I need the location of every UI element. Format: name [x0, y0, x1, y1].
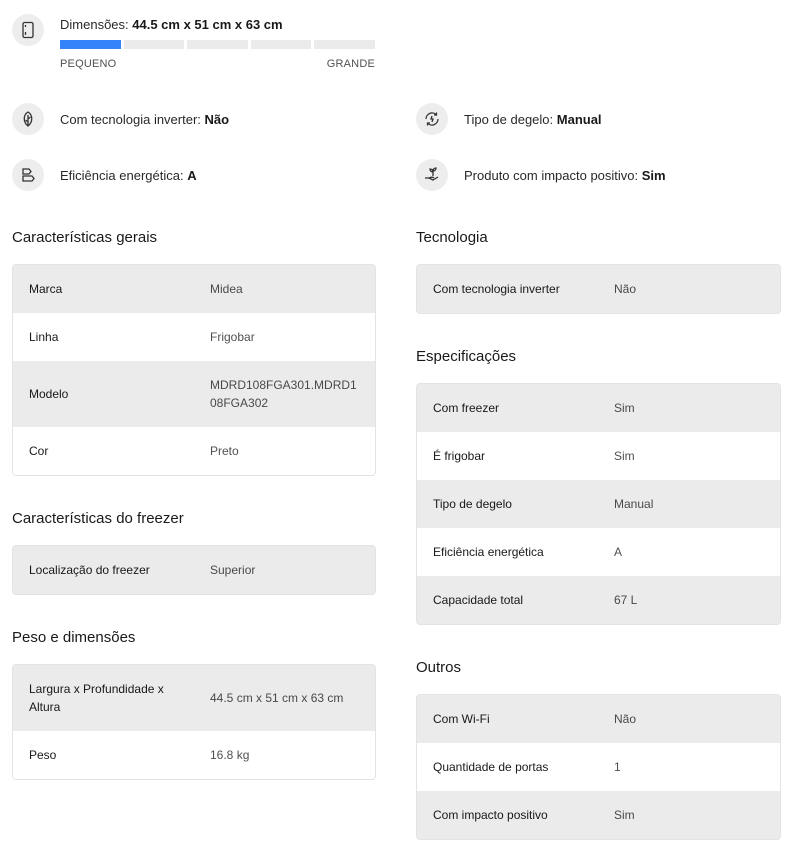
highlight-value: 44.5 cm x 51 cm x 63 cm	[132, 17, 283, 32]
row-key: Eficiência energética	[433, 545, 544, 559]
table-row	[13, 265, 375, 313]
highlight-value: A	[187, 167, 197, 183]
table-row	[417, 432, 780, 480]
efficiency-highlight	[12, 159, 197, 191]
row-value: Não	[614, 282, 637, 296]
row-value: Frigobar	[210, 330, 255, 344]
size-scale-segment	[251, 40, 312, 49]
row-value: Superior	[210, 563, 256, 577]
table-row	[417, 791, 780, 839]
size-scale-segment	[187, 40, 248, 49]
section-title-general: Características gerais	[12, 229, 158, 246]
dimensions-text	[60, 17, 283, 32]
section-title-technology: Tecnologia	[416, 229, 488, 246]
table-row	[13, 731, 375, 779]
row-key: Marca	[29, 282, 63, 296]
size-scale-segment	[314, 40, 375, 49]
leaf-icon	[12, 103, 44, 135]
table-specs	[416, 383, 781, 625]
row-value: 44.5 cm x 51 cm x 63 cm	[210, 691, 344, 705]
row-value: Manual	[614, 497, 654, 511]
highlight-label: Com tecnologia inverter:	[60, 111, 205, 127]
highlight-label: Tipo de degelo:	[464, 111, 557, 127]
section-title-weight: Peso e dimensões	[12, 629, 136, 646]
row-value: 1	[614, 760, 621, 774]
row-key: Tipo de degelo	[433, 497, 512, 511]
row-key: Linha	[29, 330, 59, 344]
section-title-others: Outros	[416, 659, 462, 676]
highlight-value: Não	[204, 111, 230, 127]
table-row	[13, 361, 375, 427]
row-value: Sim	[614, 401, 635, 415]
highlight-label: Dimensões:	[60, 17, 133, 32]
row-value: Sim	[614, 808, 635, 822]
table-row	[417, 480, 780, 528]
table-row	[417, 743, 780, 791]
table-row	[13, 546, 375, 594]
hand-plant-icon	[416, 159, 448, 191]
row-value: Sim	[614, 449, 635, 463]
row-value: A	[614, 545, 623, 559]
size-scale-bar	[60, 40, 375, 49]
inverter-highlight	[12, 103, 229, 135]
highlight-label: Produto com impacto positivo:	[464, 167, 642, 183]
row-key: Quantidade de portas	[433, 760, 549, 774]
table-others	[416, 694, 781, 840]
size-scale-labels	[60, 58, 375, 70]
row-key: É frigobar	[433, 449, 486, 463]
row-key: Largura x Profundidade x Altura	[29, 682, 164, 714]
highlight-value: Sim	[641, 167, 666, 183]
size-scale-segment	[60, 40, 121, 49]
table-weight	[12, 664, 376, 780]
size-scale-min-label: PEQUENO	[60, 58, 117, 70]
defrost-icon	[416, 103, 448, 135]
row-key: Cor	[29, 444, 49, 458]
highlight-value: Manual	[556, 111, 602, 127]
table-row	[417, 265, 780, 313]
row-value: MDRD108FGA301.MDRD108FGA302	[210, 378, 357, 410]
row-key: Peso	[29, 748, 57, 762]
row-key: Com Wi-Fi	[433, 712, 490, 726]
table-row	[13, 665, 375, 731]
fridge-icon	[12, 14, 44, 46]
table-row	[417, 384, 780, 432]
row-value: 16.8 kg	[210, 748, 250, 762]
row-value: Preto	[210, 444, 239, 458]
row-value: 67 L	[614, 593, 638, 607]
table-row	[417, 695, 780, 743]
table-technology	[416, 264, 781, 314]
table-freezer	[12, 545, 376, 595]
row-key: Modelo	[29, 387, 69, 401]
section-title-specs: Especificações	[416, 348, 517, 365]
table-row	[417, 576, 780, 624]
table-row	[417, 528, 780, 576]
row-key: Localização do freezer	[29, 563, 150, 577]
size-scale-segment	[124, 40, 185, 49]
energy-bars-icon	[12, 159, 44, 191]
row-value: Midea	[210, 282, 243, 296]
row-key: Com impacto positivo	[433, 808, 548, 822]
defrost-highlight	[416, 103, 602, 135]
size-scale-max-label: GRANDE	[326, 58, 375, 70]
highlight-label: Eficiência energética:	[60, 167, 188, 183]
row-key: Com tecnologia inverter	[433, 282, 560, 296]
row-value: Não	[614, 712, 637, 726]
row-key: Com freezer	[433, 401, 500, 415]
impact-highlight	[416, 159, 666, 191]
row-key: Capacidade total	[433, 593, 524, 607]
table-general	[12, 264, 376, 476]
table-row	[13, 313, 375, 361]
section-title-freezer: Características do freezer	[12, 510, 184, 527]
table-row	[13, 427, 375, 475]
